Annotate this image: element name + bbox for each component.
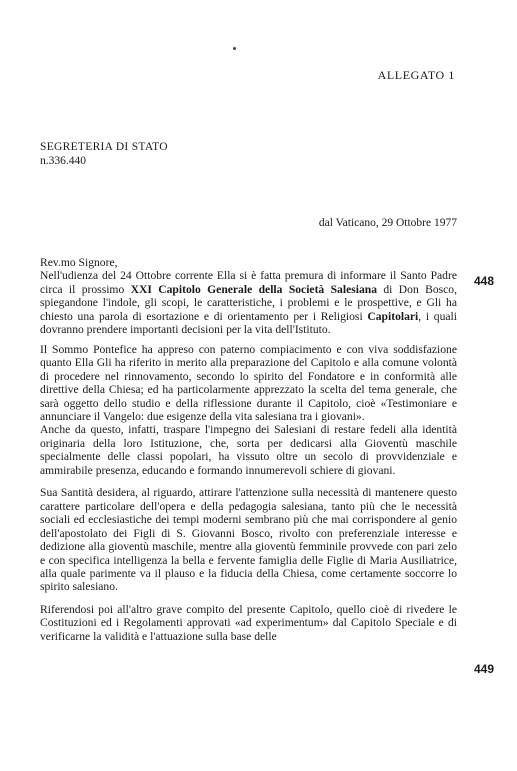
paragraph-1-part-e: , i quali dovranno prendere importanti decisioni per la vita dell'Istituto.: [40, 309, 457, 337]
marginal-number-449: 449: [474, 662, 495, 676]
sender-block: [40, 140, 168, 168]
paragraph-1-part-a: Nell'udienza del 24 Ottobre corrente Ella si è fatta premura di informare il Santo Padre circa il prossimo: [40, 269, 457, 296]
paragraph-1-bold-capitolari: Capitolari: [367, 309, 419, 323]
allegato-heading: ALLEGATO 1: [377, 68, 455, 82]
paragraph-2: Il Sommo Pontefice ha appreso con paterno compiacimento e con viva soddisfazione quanto Ella Gli ha riferito in merito alla preparazione del Capitolo e alla comune volontà di procedere nel rinnovamento, secondo lo spirito del Fondatore e in conformità alle direttive della Chiesa; ed ha particolarmente apprezzato la scelta del tema generale, che sarà oggetto dello studio e della riflessione durante il Capitolo, cioè «Testimoniare e annunciare il Vangelo: due esigenze della vita salesiana tra i giovani».: [40, 342, 457, 423]
paragraph-1-part-c: di Don Bosco, spiegandone l'indole, gli scopi, le caratteristiche, i problemi e le prospettive, e Gli ha chiesto una parola di esortazione e di orientamento per i Religiosi: [40, 282, 458, 323]
paragraph-4: Sua Santità desidera, al riguardo, attirare l'attenzione sulla necessità di mantenere questo carattere particolare dell'opera e della pedagogia salesiana, tanto più che le necessità sociali ed ecclesiastiche dei tempi moderni sembrano più che mai corrispondere al genio dell'apostolato dei Figli di S. Giovanni Bosco, rivolto con preferenziale interesse e dedizione alla gioventù maschile, mentre alla gioventù femminile provvede con pari zelo e con specifica intelligenza la bella e fervente famiglia delle Figlie di Maria Ausiliatrice, alla quale parimente va il plauso e la fiducia della Chiesa, come certamente soccorre lo spirito salesiano.: [40, 486, 457, 594]
dateline: dal Vaticano, 29 Ottobre 1977: [318, 217, 457, 229]
page-speck: [233, 47, 236, 50]
sender-office: SEGRETERIA DI STATO: [40, 141, 168, 153]
protocol-number: n.336.440: [40, 155, 86, 167]
paragraph-5: Riferendosi poi all'altro grave compito del presente Capitolo, quello cioè di rivedere le Costituzioni ed i Regolamenti approvati «ad experimentum» dal Capitolo Speciale e di verificarne la validità e l'attuazione sulla base delle: [40, 602, 457, 643]
paragraph-1: [40, 269, 457, 336]
salutation: Rev.mo Signore,: [40, 256, 118, 269]
paragraph-1-bold-chapter: XXI Capitolo Generale della Società Salesiana: [130, 282, 377, 296]
marginal-number-448: 448: [474, 274, 495, 288]
letter-body: [40, 256, 457, 643]
paragraph-3: Anche da questo, infatti, traspare l'impegno dei Salesiani di restare fedeli alla identità originaria della loro Istituzione, che, sorta per dedicarsi alla Gioventù maschile specialmente delle classi popolari, ha vissuto oltre un secolo di provvidenziale e ammirabile presenza, educando e formando innumerevoli schiere di giovani.: [40, 423, 457, 477]
